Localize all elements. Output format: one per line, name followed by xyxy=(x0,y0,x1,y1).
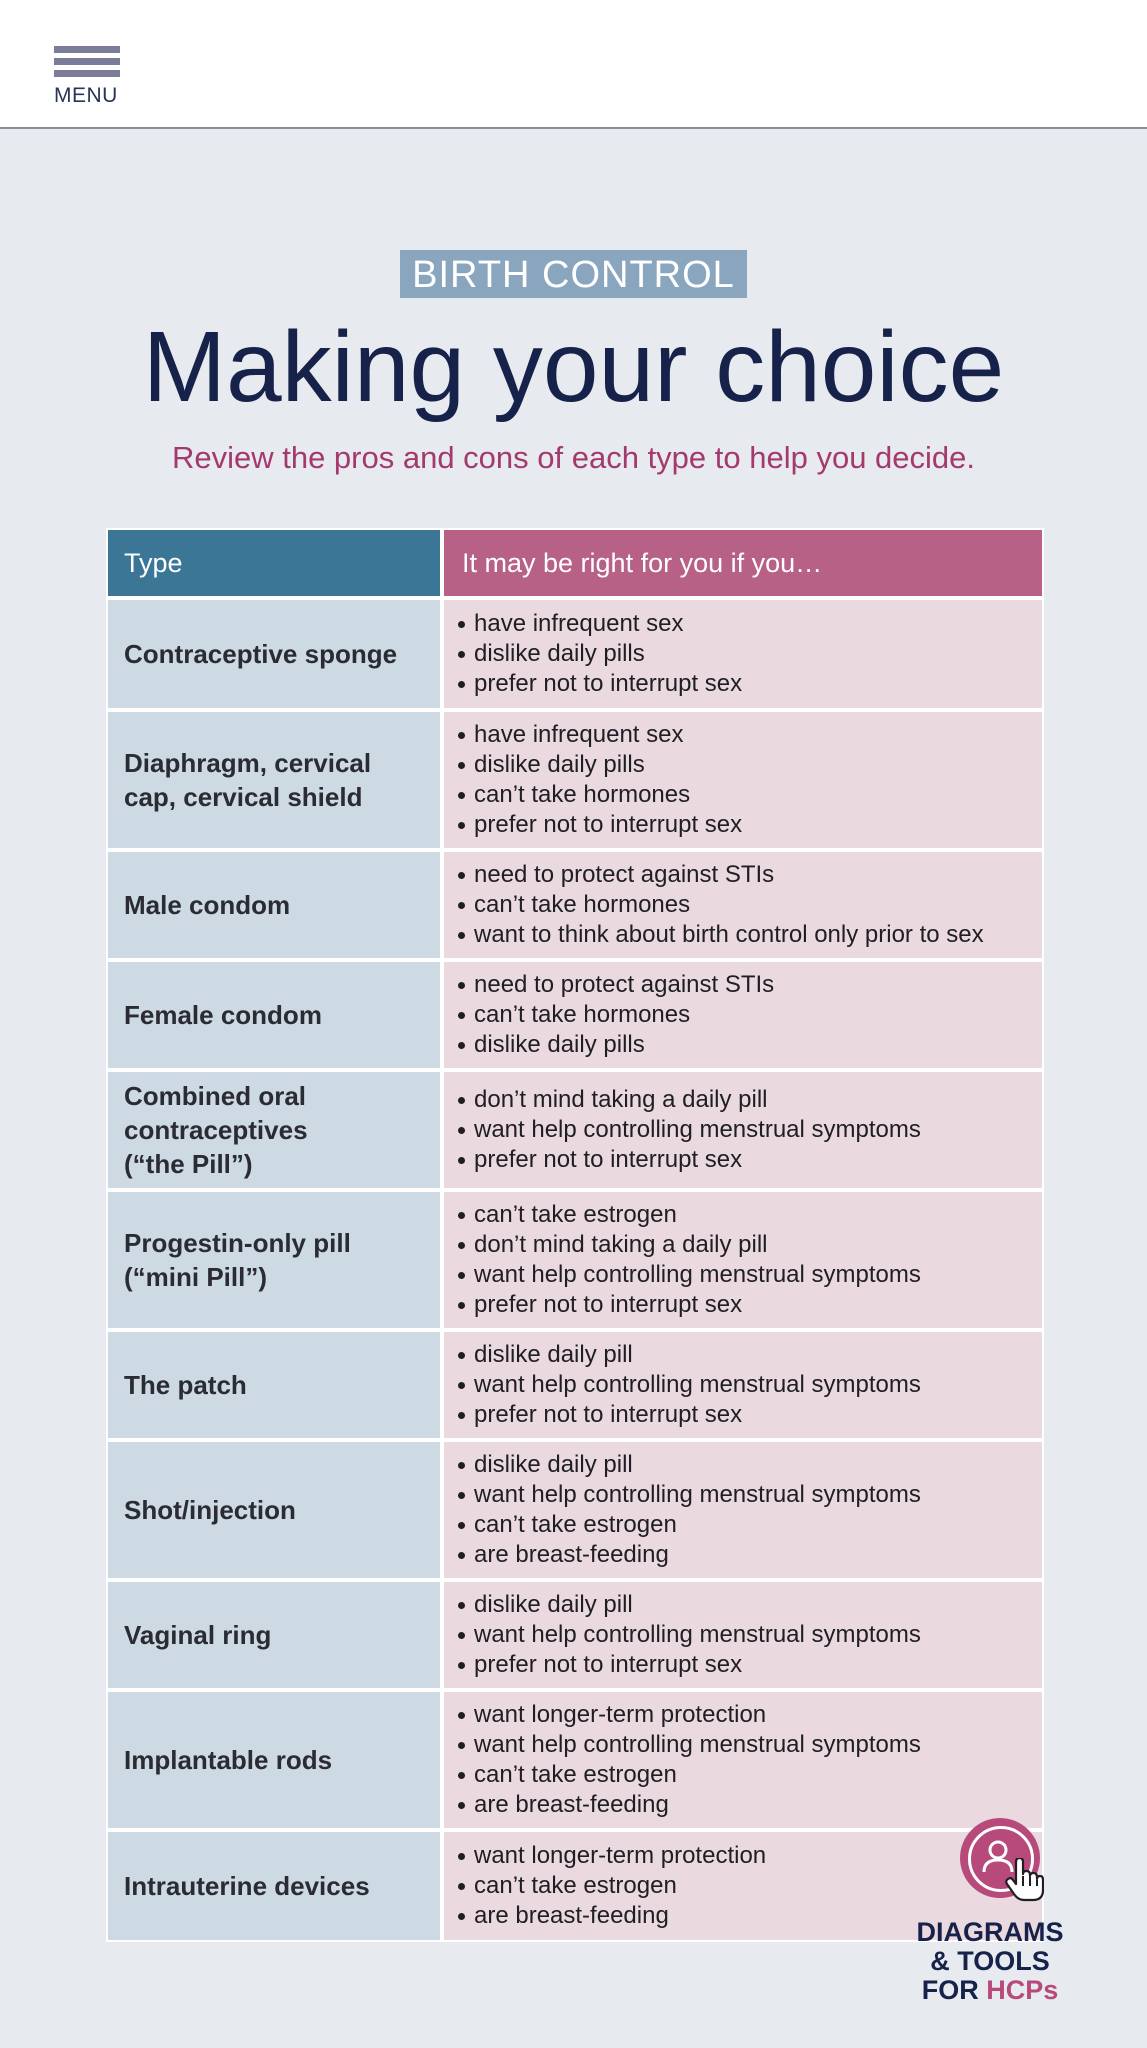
hcp-line-3-prefix: FOR xyxy=(921,1975,987,2005)
list-item: want longer-term protection xyxy=(458,1700,921,1730)
criteria-list xyxy=(458,1085,921,1175)
column-header-right-for-you-label: It may be right for you if you… xyxy=(462,547,823,578)
type-cell xyxy=(108,1832,444,1940)
type-cell xyxy=(108,600,444,708)
table-row xyxy=(108,962,1042,1072)
hcp-line-3 xyxy=(905,1976,1075,2005)
list-item: want help controlling menstrual symptoms xyxy=(458,1480,921,1510)
list-item: want help controlling menstrual symptoms xyxy=(458,1115,921,1145)
list-item: want to think about birth control only prior to sex xyxy=(458,920,984,950)
list-item: prefer not to interrupt sex xyxy=(458,1145,921,1175)
pointer-hand-icon xyxy=(1004,1858,1044,1902)
list-item: want help controlling menstrual symptoms xyxy=(458,1370,921,1400)
birth-control-table xyxy=(106,528,1044,1942)
type-label: Progestin-only pill (“mini Pill”) xyxy=(124,1228,351,1292)
type-label: Vaginal ring xyxy=(124,1620,272,1650)
hcp-line-1: DIAGRAMS xyxy=(916,1917,1064,1947)
type-cell xyxy=(108,1442,444,1578)
hcp-tools-label[interactable] xyxy=(905,1918,1075,2005)
list-item: can’t take estrogen xyxy=(458,1760,921,1790)
list-item: dislike daily pill xyxy=(458,1340,921,1370)
table-row xyxy=(108,1442,1042,1582)
list-item: are breast-feeding xyxy=(458,1790,921,1820)
list-item: can’t take hormones xyxy=(458,890,984,920)
criteria-cell xyxy=(444,712,1042,848)
criteria-cell xyxy=(444,1072,1042,1188)
criteria-list xyxy=(458,860,984,950)
page-title: Making your choice xyxy=(142,311,1005,423)
top-bar xyxy=(0,0,1147,129)
list-item: want help controlling menstrual symptoms xyxy=(458,1260,921,1290)
type-cell xyxy=(108,962,444,1068)
column-header-type xyxy=(108,530,444,596)
criteria-cell xyxy=(444,1332,1042,1438)
list-item: want help controlling menstrual symptoms xyxy=(458,1730,921,1760)
table-header-row xyxy=(108,530,1042,600)
list-item: dislike daily pills xyxy=(458,750,742,780)
table-row xyxy=(108,1332,1042,1442)
list-item: dislike daily pill xyxy=(458,1450,921,1480)
type-label: Male condom xyxy=(124,890,291,920)
table-row xyxy=(108,600,1042,712)
type-cell xyxy=(108,1332,444,1438)
criteria-cell xyxy=(444,1192,1042,1328)
criteria-cell xyxy=(444,1582,1042,1688)
table-row xyxy=(108,1072,1042,1192)
menu-label: MENU xyxy=(54,84,118,107)
type-label: Combined oral contraceptives (“the Pill”) xyxy=(124,1081,308,1179)
type-label: Intrauterine devices xyxy=(124,1871,370,1901)
type-cell xyxy=(108,1692,444,1828)
list-item: prefer not to interrupt sex xyxy=(458,1650,921,1680)
type-label: Diaphragm, cervical cap, cervical shield xyxy=(124,748,372,812)
list-item: can’t take estrogen xyxy=(458,1871,766,1901)
type-cell xyxy=(108,1582,444,1688)
list-item: can’t take estrogen xyxy=(458,1510,921,1540)
table-row xyxy=(108,1582,1042,1692)
criteria-cell xyxy=(444,852,1042,958)
list-item: prefer not to interrupt sex xyxy=(458,1290,921,1320)
criteria-list xyxy=(458,1340,921,1430)
list-item: dislike daily pills xyxy=(458,1030,774,1060)
table-row xyxy=(108,712,1042,852)
list-item: have infrequent sex xyxy=(458,609,742,639)
type-label: Implantable rods xyxy=(124,1745,333,1775)
hcp-line-3-accent: HCPs xyxy=(986,1975,1059,2005)
list-item: don’t mind taking a daily pill xyxy=(458,1230,921,1260)
kicker-wrap xyxy=(0,250,1147,298)
type-label: Contraceptive sponge xyxy=(124,639,398,669)
type-cell xyxy=(108,1072,444,1188)
criteria-cell xyxy=(444,1692,1042,1828)
table-row xyxy=(108,1832,1042,1940)
type-label: The patch xyxy=(124,1370,247,1400)
list-item: want help controlling menstrual symptoms xyxy=(458,1620,921,1650)
hcp-line-2: & TOOLS xyxy=(930,1946,1050,1976)
list-item: dislike daily pill xyxy=(458,1590,921,1620)
type-cell xyxy=(108,852,444,958)
criteria-list xyxy=(458,1590,921,1680)
list-item: prefer not to interrupt sex xyxy=(458,810,742,840)
list-item: have infrequent sex xyxy=(458,720,742,750)
column-header-type-label: Type xyxy=(124,548,183,578)
list-item: prefer not to interrupt sex xyxy=(458,669,742,699)
type-label: Shot/injection xyxy=(124,1495,296,1525)
table-row xyxy=(108,1192,1042,1332)
criteria-cell xyxy=(444,962,1042,1068)
list-item: need to protect against STIs xyxy=(458,860,984,890)
criteria-list xyxy=(458,1700,921,1820)
criteria-list xyxy=(458,970,774,1060)
hamburger-menu-icon xyxy=(54,46,120,82)
criteria-list xyxy=(458,1841,766,1931)
category-badge: BIRTH CONTROL xyxy=(400,250,747,298)
menu-button[interactable] xyxy=(54,46,120,108)
criteria-list xyxy=(458,1200,921,1320)
list-item: can’t take hormones xyxy=(458,1000,774,1030)
list-item: don’t mind taking a daily pill xyxy=(458,1085,921,1115)
criteria-cell xyxy=(444,600,1042,708)
list-item: dislike daily pills xyxy=(458,639,742,669)
table-row xyxy=(108,852,1042,962)
type-label: Female condom xyxy=(124,1000,322,1030)
criteria-cell xyxy=(444,1442,1042,1578)
criteria-list xyxy=(458,720,742,840)
list-item: are breast-feeding xyxy=(458,1540,921,1570)
criteria-list xyxy=(458,1450,921,1570)
list-item: can’t take hormones xyxy=(458,780,742,810)
criteria-list xyxy=(458,609,742,699)
list-item: are breast-feeding xyxy=(458,1901,766,1931)
list-item: prefer not to interrupt sex xyxy=(458,1400,921,1430)
list-item: want longer-term protection xyxy=(458,1841,766,1871)
table-row xyxy=(108,1692,1042,1832)
list-item: can’t take estrogen xyxy=(458,1200,921,1230)
type-cell xyxy=(108,1192,444,1328)
type-cell xyxy=(108,712,444,848)
page-subtitle: Review the pros and cons of each type to help you decide. xyxy=(171,440,976,475)
list-item: need to protect against STIs xyxy=(458,970,774,1000)
column-header-right-for-you xyxy=(444,530,1042,596)
